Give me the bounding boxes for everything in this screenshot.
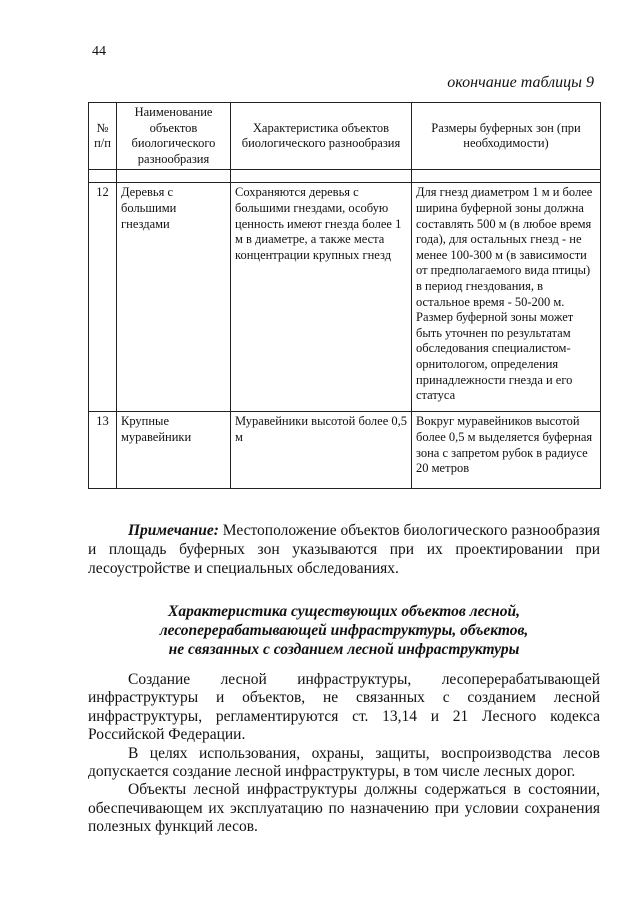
header-number: № п/п [89, 103, 117, 170]
header-characteristic: Характеристика объектов биологического разнообразия [231, 103, 412, 170]
row-name: Крупные муравейники [117, 412, 231, 489]
note-label: Примечание: [128, 522, 219, 539]
row-characteristic: Сохраняются деревья с большими гнездами, особую ценность имеют гнезда более 1 м в диаметре, а также места концентрации крупных гнезд [231, 183, 412, 412]
header-name: Наименование объектов биологического разнообразия [117, 103, 231, 170]
biodiversity-table [88, 102, 601, 489]
row-number: 13 [89, 412, 117, 489]
table-continuation-label: окончание таблицы 9 [447, 74, 594, 91]
row-buffer: Для гнезд диаметром 1 м и более ширина буферной зоны должна составлять 500 м (в любое время года), для остальных гнезд - не менее 100-300 м (в зависимости от предполагаемого вида птицы) в период гнездования, в остальное время - 50-200 м. Размер буферной зоны может быть уточнен по результатам обследования специалистом-орнитологом, определения принадлежности гнезда и его статуса [412, 183, 601, 412]
paragraph: Создание лесной инфраструктуры, лесоперерабатывающей инфраструктуры и объектов, не связанных с созданием лесной инфраструктуры, регламентируются ст. 13,14 и 21 Лесного кодекса Российской Федерации. [88, 671, 600, 744]
row-characteristic: Муравейники высотой более 0,5 м [231, 412, 412, 489]
paragraph: Объекты лесной инфраструктуры должны содержаться в состоянии, обеспечивающем их эксплуатацию по назначению при условии сохранения полезных функций лесов. [88, 781, 600, 836]
section-body [88, 671, 600, 837]
section-heading [88, 602, 600, 659]
heading-line: Характеристика существующих объектов лесной, [167, 603, 520, 620]
page-number: 44 [92, 44, 106, 59]
table-row [89, 183, 601, 412]
heading-line: не связанных с созданием лесной инфраструктуры [168, 641, 520, 658]
row-number: 12 [89, 183, 117, 412]
table-header-row [89, 103, 601, 170]
table-spacer-row [89, 170, 601, 183]
table-row [89, 412, 601, 489]
header-buffer-size: Размеры буферных зон (при необходимости) [412, 103, 601, 170]
paragraph: В целях использования, охраны, защиты, воспроизводства лесов допускается создание лесной инфраструктуры, в том числе лесных дорог. [88, 744, 600, 781]
heading-line: лесоперерабатывающей инфраструктуры, объектов, [159, 622, 529, 639]
row-buffer: Вокруг муравейников высотой более 0,5 м выделяется буферная зона с запретом рубок в радиусе 20 метров [412, 412, 601, 489]
row-name: Деревья с большими гнездами [117, 183, 231, 412]
note-text: Местоположение объектов биологического разнообразия и площадь буферных зон указываются при их проектировании при лесоустройстве и специальных обследованиях. [88, 522, 601, 577]
table-note [88, 521, 600, 578]
